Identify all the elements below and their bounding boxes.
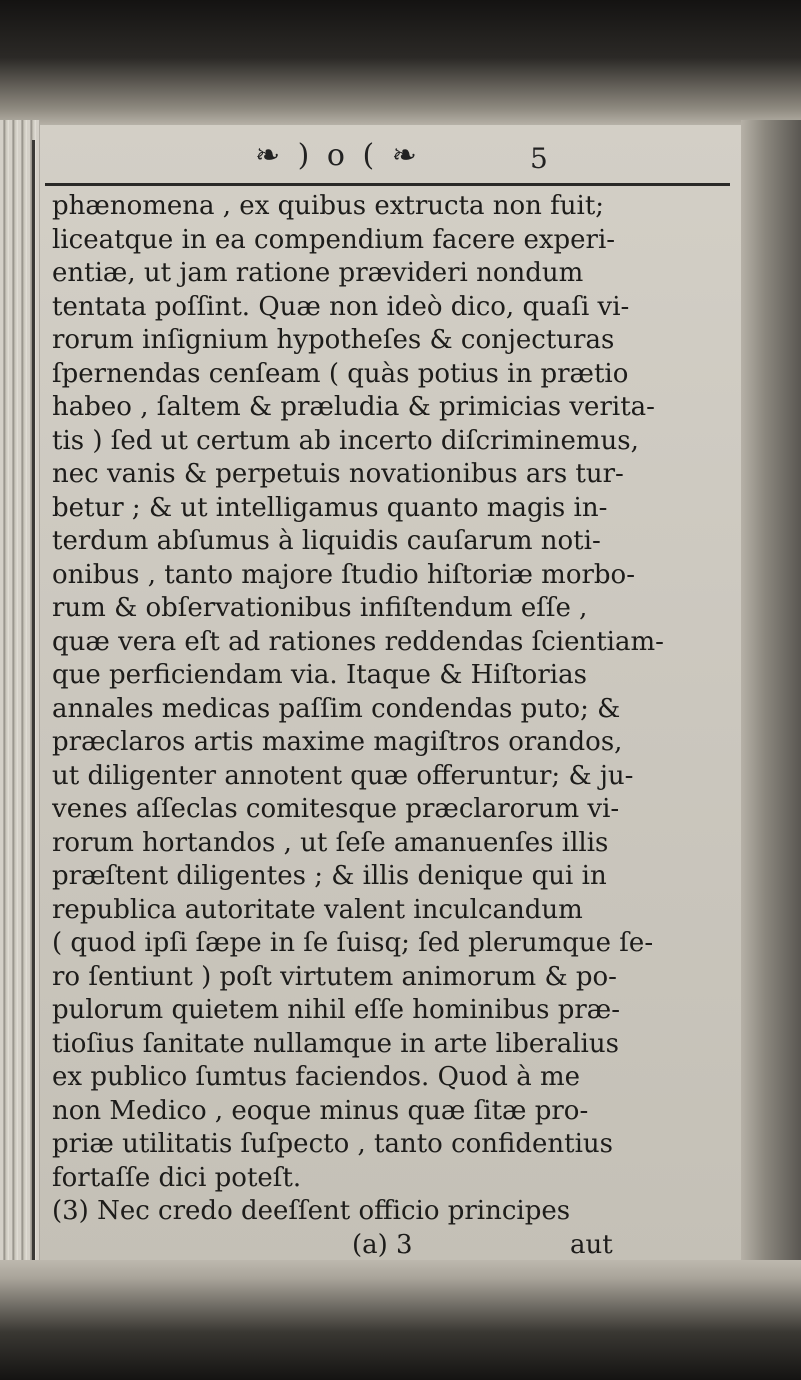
margin-tick: [0, 1162, 32, 1196]
margin-tick: [0, 224, 32, 258]
margin-tick: [0, 492, 32, 526]
margin-tick: [0, 793, 32, 827]
margin-tick: [0, 257, 32, 291]
text-line: ut diligenter annotent quæ offeruntur; & ju-: [52, 760, 634, 791]
text-line: priæ utilitatis ſuſpecto , tanto confidentius: [52, 1129, 614, 1159]
text-line: rorum hortandos , ut ſeſe amanuenſes illis: [52, 827, 609, 858]
margin-tick: [0, 626, 32, 660]
margin-tick: [0, 324, 32, 358]
margin-tick: [0, 659, 32, 693]
text-line: onibus , tanto majore ſtudio hiſtoriæ morbo-: [52, 559, 635, 590]
bottom-shadow: [0, 1260, 801, 1380]
header-rule: [45, 183, 730, 186]
margin-tick: [0, 1061, 32, 1095]
text-line: non Medico , eoque minus quæ ſitæ pro-: [52, 1095, 589, 1126]
text-line: venes aſſeclas comitesque præclarorum vi-: [52, 794, 620, 824]
margin-tick: [0, 1195, 32, 1229]
top-shadow: [0, 0, 801, 128]
margin-tick: [0, 190, 32, 224]
margin-tick: [0, 358, 32, 392]
catchword: aut: [570, 1229, 613, 1260]
page-edge-right: [741, 120, 801, 1280]
margin-tick: [0, 559, 32, 593]
text-line: rum & obſervationibus infiſtendum eſſe ,: [52, 593, 588, 623]
text-line: terdum abſumus à liquidis cauſarum noti-: [52, 526, 601, 556]
margin-tick: [0, 726, 32, 760]
text-line: entiæ, ut jam ratione prævideri nondum: [52, 258, 584, 288]
text-line: (3) Nec credo deeſſent officio principes: [52, 1196, 571, 1226]
text-line: betur ; & ut intelligamus quanto magis in-: [52, 492, 608, 523]
text-line: tioſius ſanitate nullamque in arte liberalius: [52, 1028, 619, 1059]
margin-tick: [0, 760, 32, 794]
margin-tick: [0, 961, 32, 995]
margin-tick: [0, 894, 32, 928]
margin-tick: [0, 693, 32, 727]
margin-tick: [0, 391, 32, 425]
text-line: tis ) ſed ut certum ab incerto diſcriminemus,: [52, 425, 639, 456]
text-line: rorum inſignium hypotheſes & conjecturas: [52, 325, 615, 355]
margin-tick: [0, 291, 32, 325]
footer-line: [52, 1229, 732, 1263]
margin-tick: [0, 860, 32, 894]
margin-tick: [0, 1028, 32, 1062]
text-line: præſtent diligentes ; & illis denique qui in: [52, 861, 607, 891]
text-line: ſpernendas cenſeam ( quàs potius in prætio: [52, 358, 629, 389]
text-line: quæ vera eſt ad rationes reddendas ſcientiam-: [52, 626, 664, 657]
margin-tick: [0, 425, 32, 459]
text-line: ( quod ipſi ſæpe in ſe ſuisq; ſed plerumque ſe-: [52, 928, 654, 958]
body-text: [52, 190, 732, 1262]
page-header: [40, 138, 741, 178]
text-line: ex publico ſumtus faciendos. Quod à me: [52, 1062, 581, 1092]
text-line: que perficiendam via. Itaque & Hiſtorias: [52, 660, 587, 690]
text-line: nec vanis & perpetuis novationibus ars tur-: [52, 459, 624, 489]
margin-tick: [0, 827, 32, 861]
margin-ticks: [0, 190, 32, 1229]
text-line: fortaſſe dici poteſt.: [52, 1162, 302, 1193]
margin-tick: [0, 1128, 32, 1162]
margin-tick: [0, 592, 32, 626]
gutter-line: [32, 140, 35, 1260]
signature-mark: (a) 3: [352, 1229, 413, 1260]
margin-tick: [0, 927, 32, 961]
text-line: ro ſentiunt ) poſt virtutem animorum & po-: [52, 961, 617, 992]
margin-tick: [0, 458, 32, 492]
page-number: 5: [530, 142, 548, 175]
text-line: annales medicas paſſim condendas puto; &: [52, 693, 621, 724]
text-line: tentata poſſint. Quæ non ideò dico, quaſi vi-: [52, 291, 630, 322]
text-line: habeo , ſaltem & præludia & primicias verita-: [52, 392, 655, 422]
margin-tick: [0, 525, 32, 559]
text-line: pulorum quietem nihil eſſe hominibus præ-: [52, 995, 621, 1025]
text-line: præclaros artis maxime magiſtros orandos,: [52, 727, 623, 757]
text-line: liceatque in ea compendium facere experi-: [52, 224, 616, 255]
text-line: republica autoritate valent inculcandum: [52, 894, 583, 925]
header-ornament: ❧ ) o ( ❧: [255, 138, 421, 173]
text-line: phænomena , ex quibus extructa non fuit;: [52, 191, 605, 221]
margin-tick: [0, 1095, 32, 1129]
margin-tick: [0, 994, 32, 1028]
